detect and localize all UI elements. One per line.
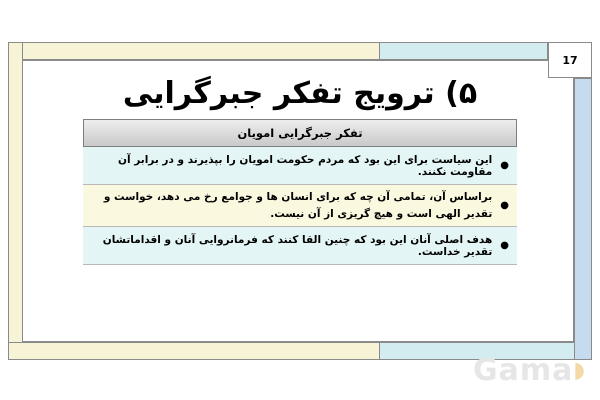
table-row bbox=[83, 227, 517, 265]
row-text: این سیاست برای این بود که مردم حکومت امویان را بپذیرند و در برابر آن مقاومت نکنند. bbox=[118, 153, 493, 178]
watermark-logo bbox=[438, 350, 588, 390]
table-header: تفکر جبرگرایی امویان bbox=[83, 119, 517, 147]
row-text: هدف اصلی آنان این بود که چنین القا کنند که فرمانروایی آنان و اقداماتشان تقدیر خداست. bbox=[102, 233, 493, 258]
watermark-mark-icon: ◗ bbox=[573, 357, 586, 383]
frame-band-top-right bbox=[380, 42, 548, 60]
content-table bbox=[83, 119, 517, 265]
watermark-text: Gama bbox=[473, 352, 574, 388]
slide-title: ۵) ترویج تفکر جبرگرایی bbox=[122, 75, 478, 111]
frame-band-left bbox=[8, 42, 23, 360]
bullet-icon: ● bbox=[500, 240, 509, 251]
frame-band-right bbox=[574, 78, 592, 360]
bullet-icon: ● bbox=[500, 160, 509, 171]
page-number: 17 bbox=[548, 42, 592, 78]
table-row bbox=[83, 185, 517, 227]
frame-band-bottom-left bbox=[8, 342, 380, 360]
table-row bbox=[83, 147, 517, 185]
frame-band-top-left bbox=[8, 42, 380, 60]
bullet-icon: ● bbox=[500, 200, 509, 211]
row-text: براساس آن، تمامی آن چه که برای انسان ها و جوامع رخ می دهد، خواست و تقدیر الهی است و هیچ گریزی از آن نیست. bbox=[103, 190, 493, 220]
